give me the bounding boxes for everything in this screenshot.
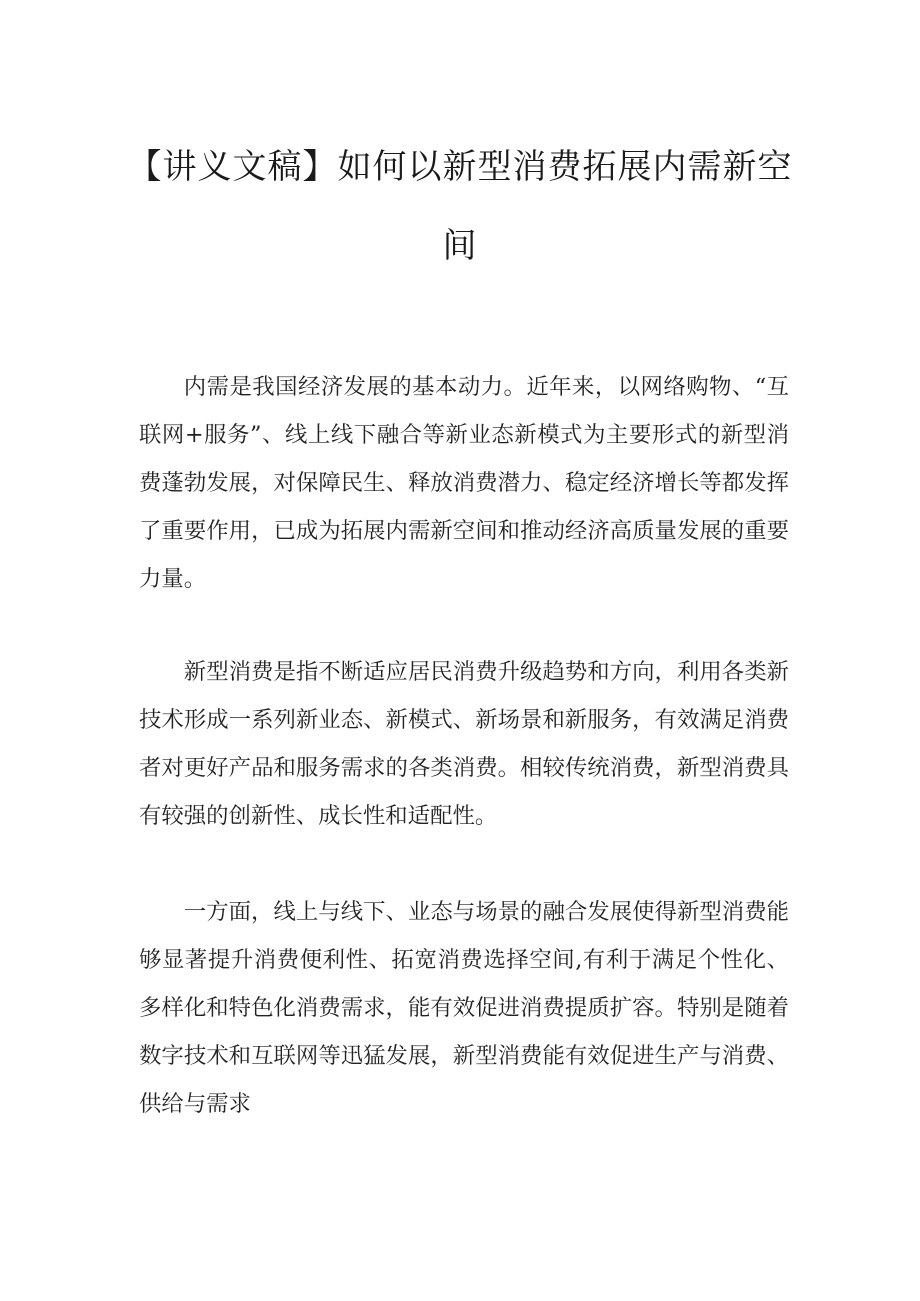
paragraph-text: 新型消费是指不断适应居民消费升级趋势和方向，利用各类新技术形成一系列新业态、新模式、新场景和新服务，有效满足消费者对更好产品和服务需求的各类消费。相较传统消费，新型消费具有较强的创新性、成长性和适配性。 <box>139 659 789 829</box>
paragraph-text: 一方面，线上与线下、业态与场景的融合发展使得新型消费能够显著提升消费便利性、拓宽消费选择空间,有利于满足个性化、多样化和特色化消费需求，能有效促进消费提质扩容。特别是随着数字技术和互联网等迅猛发展，新型消费能有效促进生产与消费、供给与需求 <box>139 899 789 1117</box>
body-paragraph-2 <box>139 648 789 840</box>
body-paragraph-3 <box>139 888 789 1128</box>
body-paragraph-1 <box>139 363 789 603</box>
document-title: 【讲义文稿】如何以新型消费拓展内需新空间 <box>127 147 793 266</box>
paragraph-text: 内需是我国经济发展的基本动力。近年来，以网络购物、“互联网+服务”、线上线下融合等新业态新模式为主要形式的新型消费蓬勃发展，对保障民生、释放消费潜力、稳定经济增长等都发挥了重要作用，已成为拓展内需新空间和推动经济高质量发展的重要力量。 <box>139 374 789 592</box>
